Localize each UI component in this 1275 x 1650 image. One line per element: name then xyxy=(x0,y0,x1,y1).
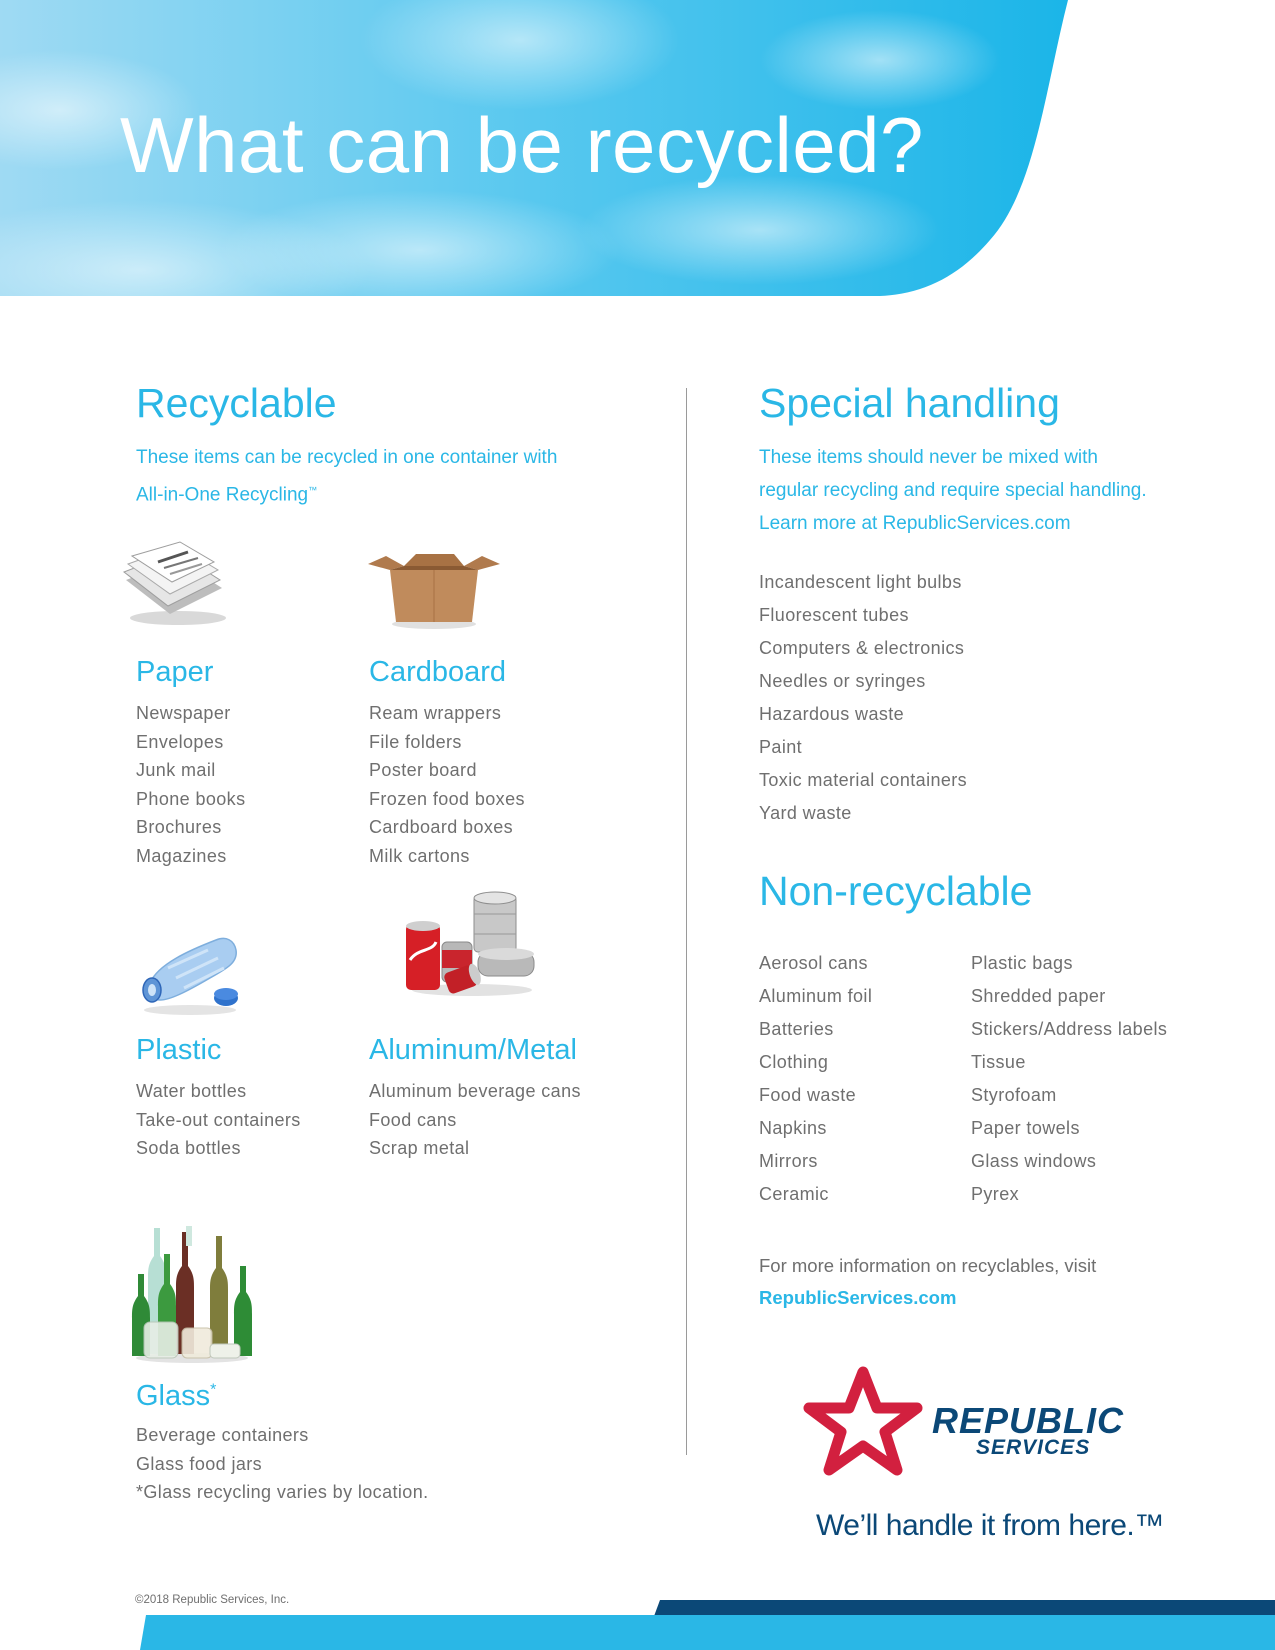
recyclable-heading: Recyclable xyxy=(136,380,337,426)
copyright-notice: ©2018 Republic Services, Inc. xyxy=(135,1594,290,1606)
list-item: Needles or syringes xyxy=(759,671,926,691)
nonrecyclable-list-col1 xyxy=(759,947,872,1211)
list-item: Glass windows xyxy=(971,1151,1097,1171)
list-item: Paper towels xyxy=(971,1118,1080,1138)
recyclable-intro-line1: These items can be recycled in one container with xyxy=(136,447,558,468)
list-item: Plastic bags xyxy=(971,953,1073,973)
list-item: Batteries xyxy=(759,1019,834,1039)
glass-heading-text: Glass xyxy=(136,1380,211,1412)
list-item: Paint xyxy=(759,737,803,757)
list-item: Stickers/Address labels xyxy=(971,1019,1168,1039)
list-item: Take-out containers xyxy=(136,1109,301,1130)
list-item: *Glass recycling varies by location. xyxy=(136,1482,429,1503)
list-item: Food cans xyxy=(369,1109,457,1130)
metal-list xyxy=(369,1077,581,1163)
list-item: Cardboard boxes xyxy=(369,817,514,838)
list-item: Fluorescent tubes xyxy=(759,605,909,625)
cardboard-heading: Cardboard xyxy=(369,656,507,688)
cans-image xyxy=(402,890,537,998)
list-item: Yard waste xyxy=(759,803,852,823)
list-item: Hazardous waste xyxy=(759,704,905,724)
page-title: What can be recycled? xyxy=(120,101,924,189)
cardboard-box-image xyxy=(368,552,500,630)
list-item: Junk mail xyxy=(136,760,216,781)
trademark-mark: ™ xyxy=(308,485,318,495)
glass-heading xyxy=(136,1380,216,1413)
list-item: File folders xyxy=(369,731,462,752)
republic-star-logo-icon xyxy=(803,1366,923,1478)
list-item: Computers & electronics xyxy=(759,638,965,658)
nonrecyclable-list-col2 xyxy=(971,947,1167,1211)
republic-services-link[interactable]: RepublicServices.com xyxy=(759,1287,957,1308)
list-item: Envelopes xyxy=(136,731,224,752)
paper-heading: Paper xyxy=(136,656,214,688)
nonrecyclable-heading: Non-recyclable xyxy=(759,868,1033,914)
list-item: Ceramic xyxy=(759,1184,829,1204)
list-item: Tissue xyxy=(971,1052,1026,1072)
list-item: Newspaper xyxy=(136,703,231,723)
list-item: Phone books xyxy=(136,788,246,809)
plastic-heading: Plastic xyxy=(136,1034,222,1066)
plastic-list xyxy=(136,1077,301,1163)
list-item: Frozen food boxes xyxy=(369,788,525,809)
list-item: Poster board xyxy=(369,760,477,781)
special-handling-intro xyxy=(759,441,1147,540)
newspaper-stack-image xyxy=(118,540,230,630)
paper-list xyxy=(136,699,245,871)
special-intro-line1: These items should never be mixed with xyxy=(759,447,1098,468)
glass-asterisk: * xyxy=(210,1381,217,1399)
special-handling-heading: Special handling xyxy=(759,380,1060,426)
list-item: Mirrors xyxy=(759,1151,818,1171)
list-item: Styrofoam xyxy=(971,1085,1057,1105)
list-item: Aerosol cans xyxy=(759,953,868,973)
list-item: Beverage containers xyxy=(136,1425,309,1445)
glass-bottles-image xyxy=(130,1226,254,1364)
list-item: Brochures xyxy=(136,817,222,838)
list-item: Toxic material containers xyxy=(759,770,968,790)
list-item: Napkins xyxy=(759,1118,827,1138)
list-item: Food waste xyxy=(759,1085,857,1105)
list-item: Ream wrappers xyxy=(369,703,502,723)
special-intro-link[interactable]: Learn more at RepublicServices.com xyxy=(759,513,1071,534)
list-item: Magazines xyxy=(136,845,227,866)
logo-tagline: We’ll handle it from here.™ xyxy=(816,1509,1164,1542)
list-item: Shredded paper xyxy=(971,986,1106,1006)
footer-band xyxy=(0,1595,1275,1650)
list-item: Aluminum beverage cans xyxy=(369,1081,581,1101)
recyclable-intro-line2 xyxy=(136,474,557,511)
logo-wordmark-republic: REPUBLIC xyxy=(932,1400,1125,1441)
list-item: Milk cartons xyxy=(369,845,470,866)
more-info-text: For more information on recyclables, visit xyxy=(759,1255,1097,1276)
list-item: Incandescent light bulbs xyxy=(759,572,962,592)
column-divider xyxy=(686,388,687,1455)
list-item: Aluminum foil xyxy=(759,986,873,1006)
metal-heading: Aluminum/Metal xyxy=(369,1034,577,1066)
list-item: Glass food jars xyxy=(136,1453,263,1474)
cardboard-list xyxy=(369,699,525,871)
glass-list xyxy=(136,1421,429,1507)
list-item: Water bottles xyxy=(136,1081,247,1101)
logo-wordmark-services: SERVICES xyxy=(976,1436,1091,1459)
list-item: Soda bottles xyxy=(136,1138,241,1159)
list-item: Scrap metal xyxy=(369,1138,470,1159)
list-item: Pyrex xyxy=(971,1184,1020,1204)
special-intro-line2: regular recycling and require special handling. xyxy=(759,480,1147,501)
plastic-bottle-image xyxy=(130,928,250,1018)
recyclable-intro xyxy=(136,441,557,511)
special-handling-list xyxy=(759,566,967,830)
recyclable-intro-text: All-in-One Recycling xyxy=(136,484,309,506)
list-item: Clothing xyxy=(759,1052,829,1072)
